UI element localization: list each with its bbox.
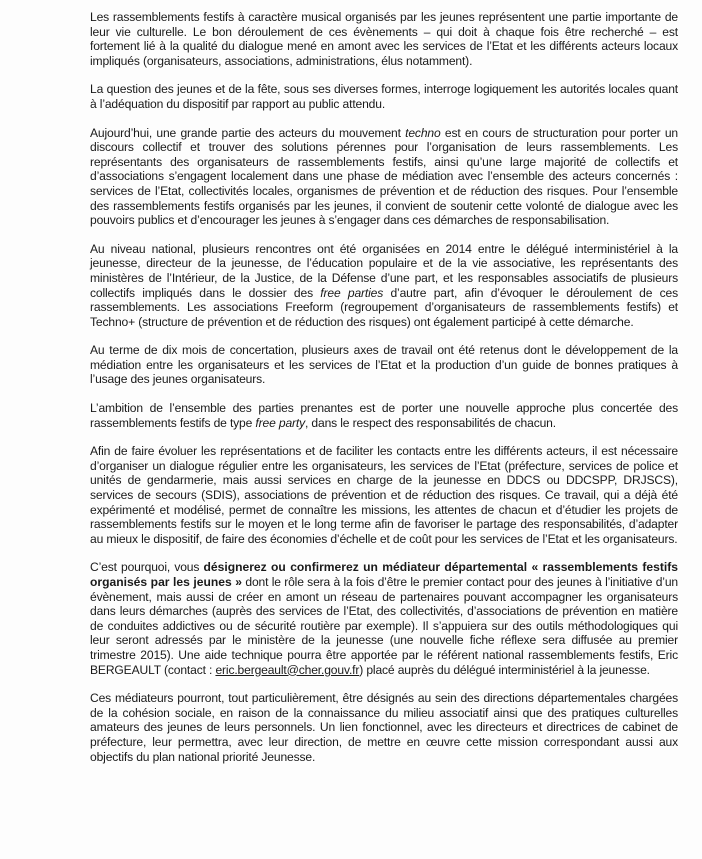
paragraph-8-text-b: dont le rôle sera à la fois d’être le premier contact pour des jeunes à l’initiative d’un évènement, mais aussi de créer en amont un réseau de partenaires pouvant accompagner les organisateurs dans leurs démarches (auprès des services de l’Etat, des collectivités, d’associations de prévention en matière de conduites addictives ou de sécurité routière par exemple). Il s’appuiera sur des outils méthodologiques qui leur seront adressés par le ministère de la jeunesse (une nouvelle fiche réflexe sera diffusée au premier trimestre 2015). Une aide technique pourra être apportée par le référent national rassemblements festifs, Eric BERGEAULT (contact :: [90, 575, 678, 677]
paragraph-8-text-a: C’est pourquoi, vous: [90, 560, 204, 575]
document-body: [90, 10, 678, 778]
paragraph-8-bold-mediator: désignerez ou confirmerez un médiateur départemental « rassemblements festifs organisés par les jeunes »: [90, 560, 678, 589]
paragraph-7: Afin de faire évoluer les représentations et de faciliter les contacts entre les différents acteurs, il est nécessaire d’organiser un dialogue régulier entre les organisateurs, les services de l’Etat (préfecture, services de police et unités de gendarmerie, mais aussi services en charge de la jeunesse en DDCS ou DDCSPP, DRJSCS), services de secours (SDIS), associations de prévention et de réduction des risques. Ce travail, qui a déjà été expérimenté et modélisé, permet de connaître les missions, les attentes de chacun et d’étudier les projets de rassemblements festifs sur le moyen et le long terme afin de favoriser le partage des responsabilités, d’adapter au mieux le dispositif, de faire des économies d’échelle et de coût pour les services de l’Etat et les organisateurs.: [90, 444, 678, 546]
paragraph-6-text-a: L’ambition de l’ensemble des parties prenantes est de porter une nouvelle approche plus concertée des rassemblements festifs de type: [90, 401, 678, 430]
paragraph-4: [90, 242, 678, 330]
contact-email-link[interactable]: eric.bergeault@cher.gouv.fr: [215, 662, 360, 677]
paragraph-3-text-b: est en cours de structuration pour porter un discours collectif et trouver des solutions pérennes pour l’organisation de leurs rassemblements. Les représentants des organisateurs de rassemblements festifs, ainsi qu’une large majorité de collectifs et d’associations s’engagent localement dans une phase de médiation avec l’ensemble des acteurs concernés : services de l’Etat, collectivités locales, organismes de prévention et de réduction des risques. Pour l’ensemble des rassemblements festifs organisés par les jeunes, il convient de soutenir cette volonté de dialogue avec les pouvoirs publics et d’encourager les jeunes à s’engager dans ces démarches de responsabilisation.: [90, 125, 678, 228]
paragraph-1: Les rassemblements festifs à caractère musical organisés par les jeunes représentent une partie importante de leur vie culturelle. Le bon déroulement de ces évènements – qui doit à chaque fois être recherché – est fortement lié à la qualité du dialogue mené en amont avec les services de l’Etat et les différents acteurs locaux impliqués (organisateurs, associations, administrations, élus notamment).: [90, 10, 678, 68]
paragraph-6-text-b: , dans le respect des responsabilités de chacun.: [305, 415, 556, 430]
paragraph-8: [90, 560, 678, 677]
paragraph-3-emphasis: techno: [405, 125, 441, 140]
paragraph-4-text-b: d’autre part, afin d’évoquer le déroulement de ces rassemblements. Les associations Freeform (regroupement d’organisateurs de rassemblements festifs) et Techno+ (structure de prévention et de réduction des risques) ont également participé à cette démarche.: [90, 285, 678, 329]
paragraph-2: La question des jeunes et de la fête, sous ses diverses formes, interroge logiquement les autorités locales quant à l’adéquation du dispositif par rapport au public attendu.: [90, 82, 678, 111]
paragraph-6-emphasis: free party: [255, 415, 306, 430]
paragraph-3: [90, 126, 678, 228]
paragraph-4-text-a: Au niveau national, plusieurs rencontres ont été organisées en 2014 entre le délégué interministériel à la jeunesse, directeur de la jeunesse, de l’éducation populaire et de la vie associative, les représentants des ministères de l’Intérieur, de la Justice, de la Défense d’une part, et les responsables associatifs de plusieurs collectifs impliqués dans le dossier des: [90, 241, 678, 300]
paragraph-5: Au terme de dix mois de concertation, plusieurs axes de travail ont été retenus dont le développement de la médiation entre les organisateurs et les services de l’Etat et la production d’un guide de bonnes pratiques à l’usage des jeunes organisateurs.: [90, 343, 678, 387]
paragraph-9: Ces médiateurs pourront, tout particulièrement, être désignés au sein des directions départementales chargées de la cohésion sociale, en raison de la connaissance du milieu associatif ainsi que des pratiques culturelles amateurs des jeunes de leurs personnels. Un lien fonctionnel, avec les directeurs et directrices de cabinet de préfecture, leur permettra, avec leur direction, de mettre en œuvre cette mission correspondant aussi aux objectifs du plan national priorité Jeunesse.: [90, 691, 678, 764]
paragraph-3-text-a: Aujourd’hui, une grande partie des acteurs du mouvement: [90, 125, 406, 140]
paragraph-8-text-c: ) placé auprès du délégué interministériel à la jeunesse.: [359, 662, 650, 677]
paragraph-6: [90, 401, 678, 430]
paragraph-4-emphasis: free parties: [320, 285, 384, 300]
